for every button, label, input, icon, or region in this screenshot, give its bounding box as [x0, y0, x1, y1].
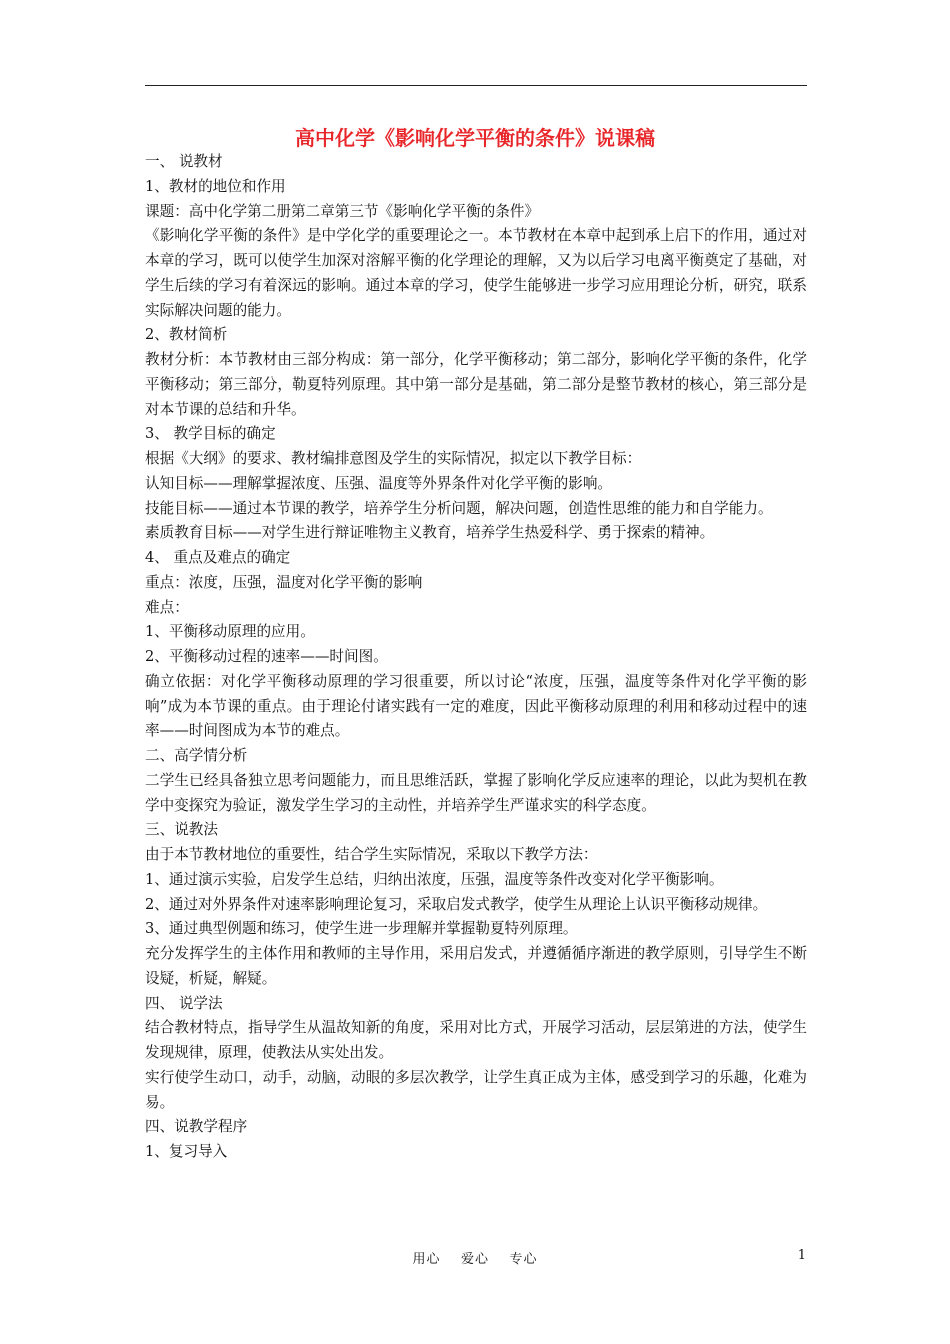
- list-item: 2、通过对外界条件对速率影响理论复习，采取启发式教学，使学生从理论上认识平衡移动规律。: [145, 895, 768, 913]
- footer-motto: 用心 爱心 专心: [412, 1252, 538, 1267]
- paragraph: 重点：浓度，压强，温度对化学平衡的影响: [145, 573, 423, 591]
- document-title: 高中化学《影响化学平衡的条件》说课稿: [295, 126, 655, 150]
- paragraph: 根据《大纲》的要求、教材编排意图及学生的实际情况，拟定以下教学目标：: [145, 450, 642, 467]
- section-heading: 一、 说教材: [145, 153, 223, 170]
- subsection-heading: 2、教材简析: [145, 326, 228, 344]
- paragraph: 充分发挥学生的主体作用和教师的主导作用，采用启发式，并遵循循序渐进的教学原则，引导学生不断设疑，析疑，解疑。: [145, 945, 807, 987]
- paragraph: 二学生已经具备独立思考问题能力，而且思维活跃，掌握了影响化学反应速率的理论，以此为契机在教学中变探究为验证，激发学生学习的主动性，并培养学生严谨求实的科学态度。: [145, 771, 807, 814]
- paragraph: 《影响化学平衡的条件》是中学化学的重要理论之一。本节教材在本章中起到承上启下的作用，通过对本章的学习，既可以使学生加深对溶解平衡的化学理论的理解，又为以后学习电离平衡奠定了基础，对学生后续的学习有着深远的影响。通过本章的学习，使学生能够进一步学习应用理论分析，研究，联系实际解决问题的能力。: [145, 227, 807, 319]
- section-heading: 二、高学情分析: [145, 747, 248, 764]
- paragraph: 确立依据：对化学平衡移动原理的学习很重要，所以讨论“浓度，压强，温度等条件对化学平衡的影响”成为本节课的重点。由于理论付诸实践有一定的难度，因此平衡移动原理的利用和移动过程中的速率——时间图成为本节的难点。: [145, 672, 807, 740]
- subsection-heading: 1、复习导入: [145, 1143, 228, 1160]
- subsection-heading: 3、 教学目标的确定: [145, 425, 276, 443]
- paragraph: 结合教材特点，指导学生从温故知新的角度，采用对比方式，开展学习活动，层层第进的方法，使学生发现规律，原理，使教法从实处出发。: [145, 1019, 807, 1061]
- section-heading: 三、说教法: [145, 821, 218, 839]
- list-item: 3、通过典型例题和练习，使学生进一步理解并掌握勒夏特列原理。: [145, 920, 578, 938]
- subsection-heading: 1、教材的地位和作用: [145, 177, 286, 195]
- section-heading: 四、 说学法: [145, 994, 223, 1012]
- paragraph: 技能目标——通过本节课的教学，培养学生分析问题，解决问题，创造性思维的能力和自学能力。: [145, 499, 773, 517]
- paragraph: 难点：: [145, 598, 189, 616]
- page-number: 1: [797, 1248, 806, 1263]
- document-body: [145, 150, 807, 1165]
- paragraph: 由于本节教材地位的重要性，结合学生实际情况，采取以下教学方法：: [145, 846, 598, 863]
- section-heading: 四、说教学程序: [145, 1118, 248, 1136]
- list-item: 1、平衡移动原理的应用。: [145, 623, 315, 641]
- paragraph: 认知目标——理解掌握浓度、压强、温度等外界条件对化学平衡的影响。: [145, 474, 613, 492]
- list-item: 1、通过演示实验，启发学生总结，归纳出浓度，压强，温度等条件改变对化学平衡影响。: [145, 870, 724, 888]
- list-item: 2、平衡移动过程的速率——时间图。: [145, 648, 388, 665]
- paragraph: 素质教育目标——对学生进行辩证唯物主义教育，培养学生热爱科学、勇于探索的精神。: [145, 524, 715, 542]
- header-rule: [145, 85, 807, 86]
- paragraph: 实行使学生动口，动手，动脑，动眼的多层次教学，让学生真正成为主体，感受到学习的乐趣，化难为易。: [145, 1068, 807, 1111]
- subsection-heading: 4、 重点及难点的确定: [145, 549, 291, 566]
- paragraph: 课题：高中化学第二册第二章第三节《影响化学平衡的条件》: [145, 202, 540, 220]
- paragraph: 教材分析：本节教材由三部分构成：第一部分，化学平衡移动；第二部分，影响化学平衡的条件，化学平衡移动；第三部分，勒夏特列原理。其中第一部分是基础，第二部分是整节教材的核心，第三部分是对本节课的总结和升华。: [145, 351, 807, 418]
